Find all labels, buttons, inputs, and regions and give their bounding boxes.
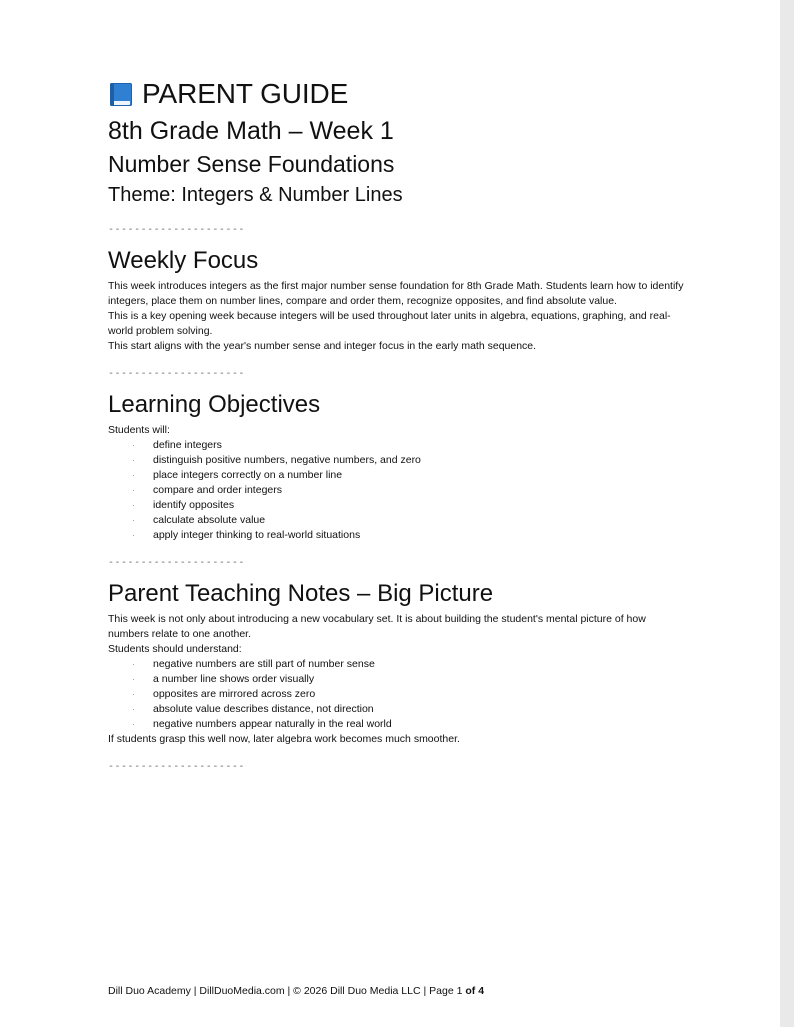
list-item: · opposites are mirrored across zero [132,688,316,700]
page-gutter [780,0,794,1027]
list-item: · distinguish positive numbers, negative numbers, and zero [132,454,421,466]
bullet-icon: · [132,530,135,540]
teaching-notes-heading: Parent Teaching Notes – Big Picture [108,580,494,607]
bullet-icon: · [132,500,135,510]
list-item: · place integers correctly on a number line [132,469,343,481]
footer-copyright: Dill Duo Academy | DillDuoMedia.com | © 2026 Dill Duo Media LLC | [108,985,427,997]
bullet-icon: · [132,440,135,450]
teaching-notes-closing: If students grasp this well now, later algebra work becomes much smoother. [108,733,460,745]
teaching-notes-paragraph: This week is not only about introducing a new vocabulary set. It is about building the student's mental picture of how numbers relate to one another. [108,613,646,640]
bullet-icon: · [132,515,135,525]
footer-page-label: Page 1 of 4 [429,985,485,997]
weekly-focus-paragraph: This week introduces integers as the first major number sense foundation for 8th Grade Math. Students learn how to identify integers, place them on number lines, compare and order them, recognize opposites, and find absolute value. [108,280,684,307]
bullet-icon: · [132,704,135,714]
list-item: · a number line shows order visually [132,673,315,685]
section-divider: --------------------- [108,761,245,772]
weekly-focus-heading: Weekly Focus [108,247,259,274]
page-content [108,74,688,773]
teaching-notes-intro: Students should understand: [108,643,242,655]
bullet-icon: · [132,674,135,684]
list-item: · negative numbers are still part of number sense [132,658,375,670]
list-item: · calculate absolute value [132,514,266,526]
page-title [108,74,688,114]
section-divider: --------------------- [108,557,245,568]
blue-book-icon [108,82,134,108]
bullet-icon: · [132,485,135,495]
section-divider: --------------------- [108,368,245,379]
bullet-icon: · [132,719,135,729]
section-divider: --------------------- [108,224,245,235]
bullet-icon: · [132,689,135,699]
list-item: · apply integer thinking to real-world situations [132,529,361,541]
teaching-notes-list [108,657,688,732]
list-item: · identify opposites [132,499,235,511]
page-title-text: PARENT GUIDE [142,78,349,109]
weekly-focus-paragraph: This is a key opening week because integers will be used throughout later units in algebra, equations, graphing, and real-world problem solving. [108,310,671,337]
grade-week-title: 8th Grade Math – Week 1 [108,117,394,145]
theme-title: Theme: Integers & Number Lines [108,184,403,206]
page-footer [108,983,484,999]
weekly-focus-paragraph: This start aligns with the year's number sense and integer focus in the early math sequence. [108,340,537,352]
objectives-list [108,438,688,543]
learning-objectives-heading: Learning Objectives [108,391,321,418]
bullet-icon: · [132,659,135,669]
objectives-intro: Students will: [108,424,170,436]
list-item: · negative numbers appear naturally in the real world [132,718,392,730]
bullet-icon: · [132,455,135,465]
bullet-icon: · [132,470,135,480]
list-item: · absolute value describes distance, not direction [132,703,374,715]
list-item: · define integers [132,439,222,451]
unit-title: Number Sense Foundations [108,151,395,177]
list-item: · compare and order integers [132,484,282,496]
